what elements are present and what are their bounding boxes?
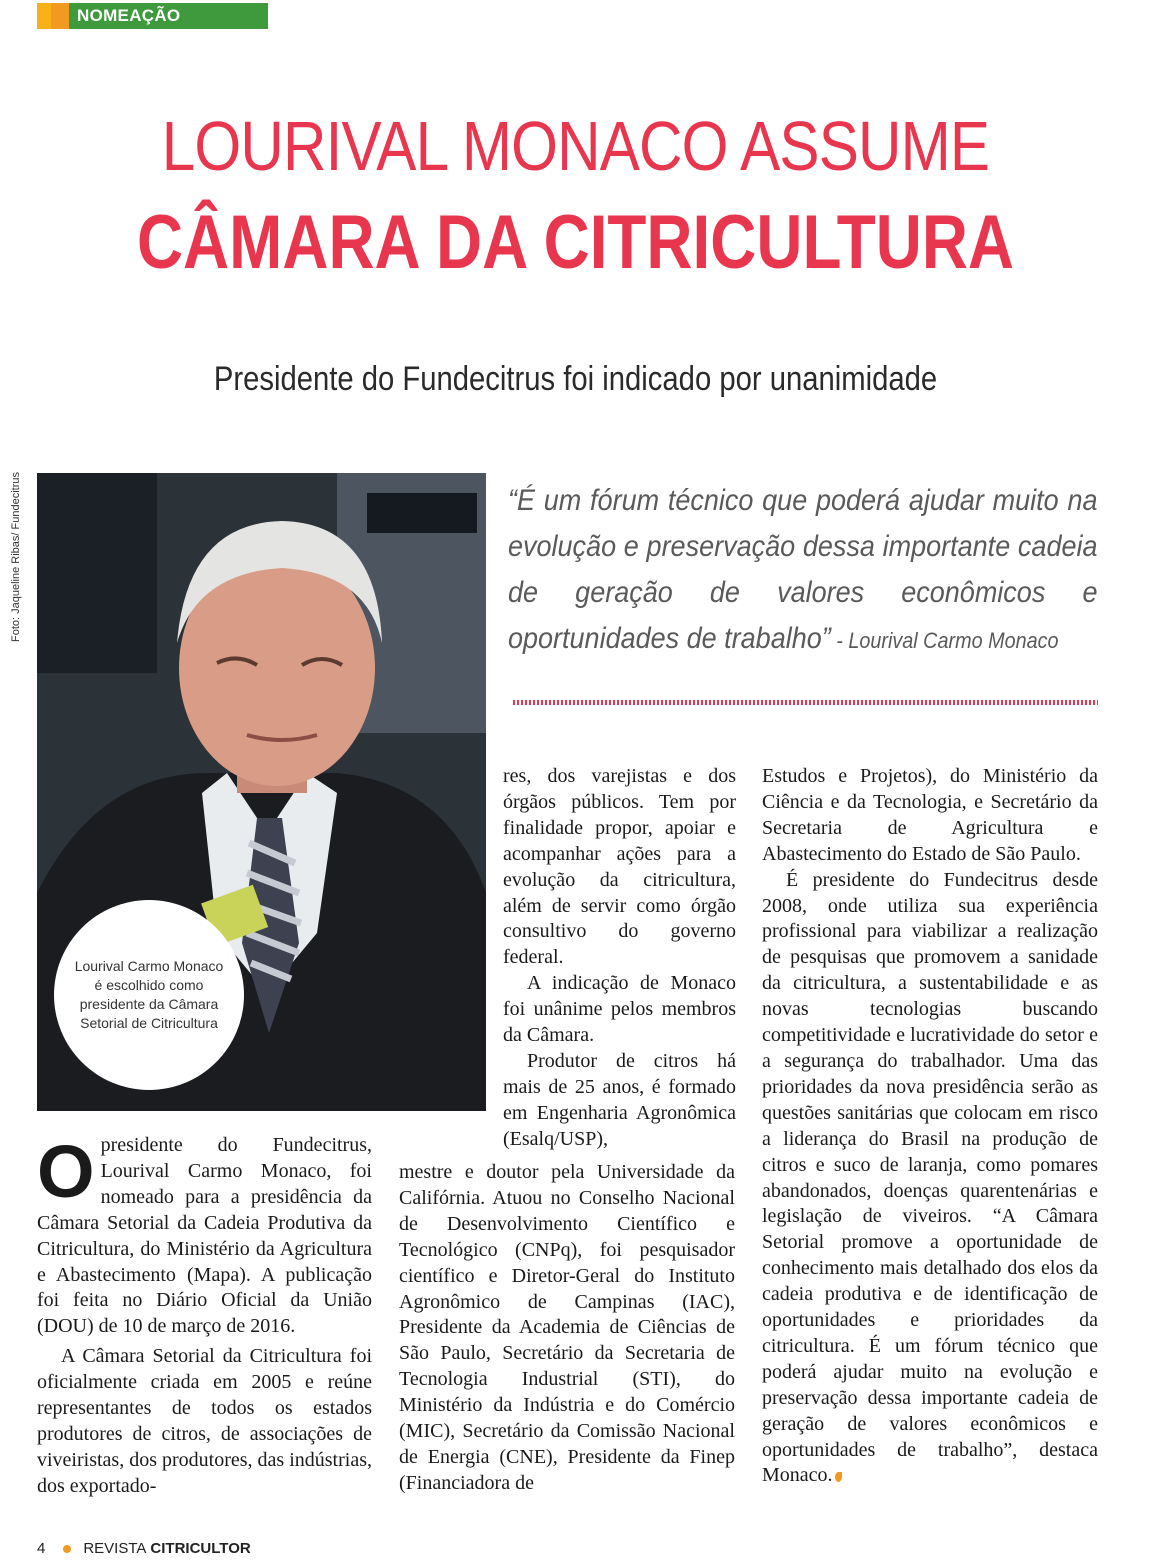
body-paragraph: A indicação de Monaco foi unânime pelos membros da Câmara. <box>503 972 736 1047</box>
photo-caption <box>54 900 244 1090</box>
bullet-icon <box>63 1545 71 1553</box>
pull-quote-text: “É um fórum técnico que poderá ajudar muito na evolução e preservação dessa importante cadeia de geração de valores econômicos e oportunidades de trabalho” <box>508 484 1098 655</box>
magazine-prefix: REVISTA <box>83 1540 147 1557</box>
body-paragraph: res, dos varejistas e dos órgãos públicos. Tem por finalidade propor, apoiar e acompanhar ações para a evolução da citricultura, além de servir como órgão consultivo do governo federal. <box>503 765 736 969</box>
headline-line-1: LOURIVAL MONACO ASSUME <box>161 107 990 185</box>
end-mark-icon <box>835 1472 842 1482</box>
body-paragraph-text: presidente do Fundecitrus, Lourival Carmo Monaco, foi nomeado para a presidência da Câmara Setorial da Cadeia Produtiva da Citricultura, do Ministério da Agricultura e Abastecimento (Mapa). A publicação foi feita no Diário Oficial da União (DOU) de 10 de março de 2016. <box>37 1134 372 1338</box>
tab-color-block-yellow <box>37 3 51 29</box>
body-paragraph <box>762 868 1098 1490</box>
body-column-2-top <box>503 764 736 1153</box>
headline-line-2: CÂMARA DA CITRICULTURA <box>136 200 1015 285</box>
drop-cap: O <box>37 1130 95 1213</box>
section-label: NOMEAÇÃO <box>69 3 268 29</box>
body-column-2-bottom <box>399 1160 735 1497</box>
subtitle: Presidente do Fundecitrus foi indicado por unanimidade <box>213 360 938 398</box>
body-paragraph-text: É presidente do Fundecitrus desde 2008, onde utiliza sua experiência profissional para viabilizar a realização de pesquisas que promovem a sanidade da citricultura, a sustentabilidade e as novas tecnologias buscando competitividade e lucratividade do setor e a segurança do trabalhador. Uma das prioridades da nova presidência serão as questões sanitárias que colocam em risco a liderança do Brasil na produção de citros e suco de laranja, como pomares abandonados, doenças quarentenárias e legislação de viveiros. “A Câmara Setorial promove a oportunidade de conhecimento mais detalhado dos elos da cadeia produtiva e de identificação de oportunidades e prioridades da citricultura. É um fórum técnico que poderá ajudar muito na evolução e preservação dessa importante cadeia de geração de valores econômicos e oportunidades de trabalho”, destaca Monaco. <box>762 868 1098 1487</box>
body-column-3 <box>762 764 1098 1489</box>
body-paragraph: A Câmara Setorial da Citricultura foi oficialmente criada em 2005 e reúne representantes de todos os estados produtores de citros, de associações de viveiristas, dos produtores, das indústrias, dos exportado- <box>37 1345 372 1497</box>
body-paragraph: Estudos e Projetos), do Ministério da Ciência e da Tecnologia, e Secretário da Secretaria de Agricultura e Abastecimento do Estado de São Paulo. <box>762 765 1098 865</box>
pull-quote-rule <box>513 700 1098 705</box>
page-footer <box>37 1540 251 1557</box>
photo-credit: Foto: Jaqueline Ribas/ Fundecitrus <box>10 472 22 642</box>
body-paragraph <box>37 1130 372 1340</box>
tab-color-block-orange <box>51 3 69 29</box>
pull-quote-attribution: - Lourival Carmo Monaco <box>830 628 1059 653</box>
body-column-1 <box>37 1130 372 1500</box>
section-tab <box>37 3 268 29</box>
magazine-name: CITRICULTOR <box>150 1540 251 1557</box>
pull-quote <box>508 478 1098 664</box>
body-paragraph: mestre e doutor pela Universidade da Califórnia. Atuou no Conselho Nacional de Desenvolvimento Científico e Tecnológico (CNPq), foi pesquisador científico e Diretor-Geral do Instituto Agronômico de Campinas (IAC), Presidente da Academia de Ciências de São Paulo, Secretário da Secretaria de Tecnologia Industrial (STI), do Ministério da Indústria e do Comércio (MIC), Secretário da Comissão Nacional de Energia (CNE), Presidente da Finep (Financiadora de <box>399 1161 735 1494</box>
photo-caption-text: Lourival Carmo Monaco é escolhido como presidente da Câmara Setorial de Citricultura <box>74 958 224 1031</box>
body-paragraph: Produtor de citros há mais de 25 anos, é formado em Engenharia Agronômica (Esalq/USP), <box>503 1049 736 1150</box>
page-number: 4 <box>37 1540 46 1557</box>
